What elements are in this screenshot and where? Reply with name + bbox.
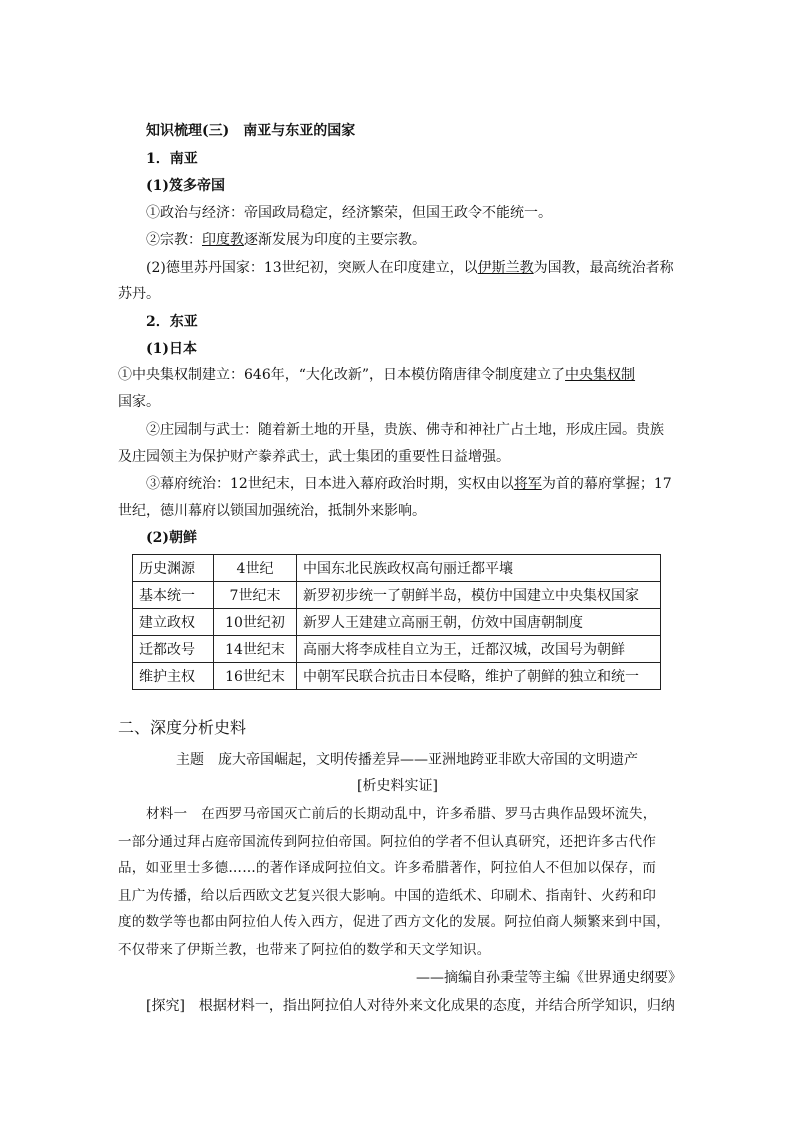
japan-item-1: ①中央集权制建立：646年，“大化改新”，日本模仿隋唐律令制度建立了中央集权制 (118, 367, 636, 383)
table-cell-time: 16世纪末 (214, 663, 297, 690)
heading-east-asia: 2．东亚 (146, 314, 198, 330)
table-row (133, 609, 661, 636)
japan-item-3: ③幕府统治：12世纪末，日本进入幕府政治时期，实权由以将军为首的幕府掌握；17 (146, 476, 672, 492)
table-cell-event: 建立政权 (133, 609, 214, 636)
gupta-item-1: ①政治与经济：帝国政局稳定，经济繁荣，但国王政令不能统一。 (146, 205, 552, 221)
part2-title: 二、深度分析史料 (118, 718, 247, 737)
delhi-line-1: (2)德里苏丹国家：13世纪初，突厥人在印度建立，以伊斯兰教为国教，最高统治者称 (146, 260, 674, 276)
table-cell-event: 维护主权 (133, 663, 214, 690)
table-cell-time: 14世纪末 (214, 636, 297, 663)
part2-topic: 主题 庞大帝国崛起，文明传播差异——亚洲地跨亚非欧大帝国的文明遗产 (176, 752, 638, 768)
japan-item-1-cont: 国家。 (118, 394, 160, 410)
material-line-5: 度的数学等也都由阿拉伯人传入西方，促进了西方文化的发展。阿拉伯商人频繁来到中国， (118, 914, 670, 930)
table-cell-desc: 新罗人王建建立高丽王朝，仿效中国唐朝制度 (297, 609, 661, 636)
gupta-item-2: ②宗教：印度教逐渐发展为印度的主要宗教。 (146, 232, 426, 248)
sub-gupta: (1)笈多帝国 (146, 178, 225, 194)
table-cell-time: 7世纪末 (214, 582, 297, 609)
material-line-6: 不仅带来了伊斯兰教，也带来了阿拉伯的数学和天文学知识。 (118, 942, 491, 958)
sub-korea: (2)朝鲜 (146, 530, 197, 546)
table-cell-event: 基本统一 (133, 582, 214, 609)
table-cell-desc: 高丽大将李成桂自立为王，迁都汉城，改国号为朝鲜 (297, 636, 661, 663)
table-cell-event: 历史渊源 (133, 555, 214, 582)
table-cell-desc: 新罗初步统一了朝鲜半岛，模仿中国建立中央集权国家 (297, 582, 661, 609)
explore-text: 根据材料一，指出阿拉伯人对待外来文化成果的态度，并结合所学知识，归纳 (184, 998, 675, 1014)
part2-tag: [析史料实证] (357, 778, 438, 794)
material-source: ——摘编自孙秉莹等主编《世界通史纲要》 (416, 970, 682, 986)
material-line-3: 品，如亚里士多德……的著作译成阿拉伯文。许多希腊著作，阿拉伯人不但加以保存，而 (118, 860, 657, 876)
korea-table (132, 554, 661, 690)
table-row (133, 582, 661, 609)
table-cell-desc: 中朝军民联合抗击日本侵略，维护了朝鲜的独立和统一 (297, 663, 661, 690)
table-row (133, 555, 661, 582)
material-line-4: 且广为传播，给以后西欧文艺复兴很大影响。中国的造纸术、印刷术、指南针、火药和印 (118, 888, 657, 904)
section-header: 知识梳理(三) 南亚与东亚的国家 (146, 123, 356, 139)
table-cell-time: 10世纪初 (214, 609, 297, 636)
material-line-2: 一部分通过拜占庭帝国流传到阿拉伯帝国。阿拉伯的学者不但认真研究，还把许多古代作 (118, 834, 657, 850)
delhi-line-2: 苏丹。 (118, 286, 160, 302)
material-line-1: 材料一 在西罗马帝国灭亡前后的长期动乱中，许多希腊、罗马古典作品毁坏流失， (146, 806, 657, 822)
table-cell-time: 4世纪 (214, 555, 297, 582)
explore-line (146, 996, 675, 1016)
japan-item-2-cont: 及庄园领主为保护财产豢养武士，武士集团的重要性日益增强。 (118, 449, 510, 465)
japan-item-2: ②庄园制与武士：随着新土地的开垦，贵族、佛寺和神社广占土地，形成庄园。贵族 (146, 422, 664, 438)
japan-item-3-cont: 世纪，德川幕府以锁国加强统治，抵制外来影响。 (118, 503, 426, 519)
table-cell-event: 迁都改号 (133, 636, 214, 663)
table-row (133, 636, 661, 663)
heading-south-asia: 1．南亚 (146, 151, 198, 167)
explore-tag: [探究] (146, 998, 185, 1014)
table-cell-desc: 中国东北民族政权高句丽迁都平壤 (297, 555, 661, 582)
sub-japan: (1)日本 (146, 341, 197, 357)
table-row (133, 663, 661, 690)
